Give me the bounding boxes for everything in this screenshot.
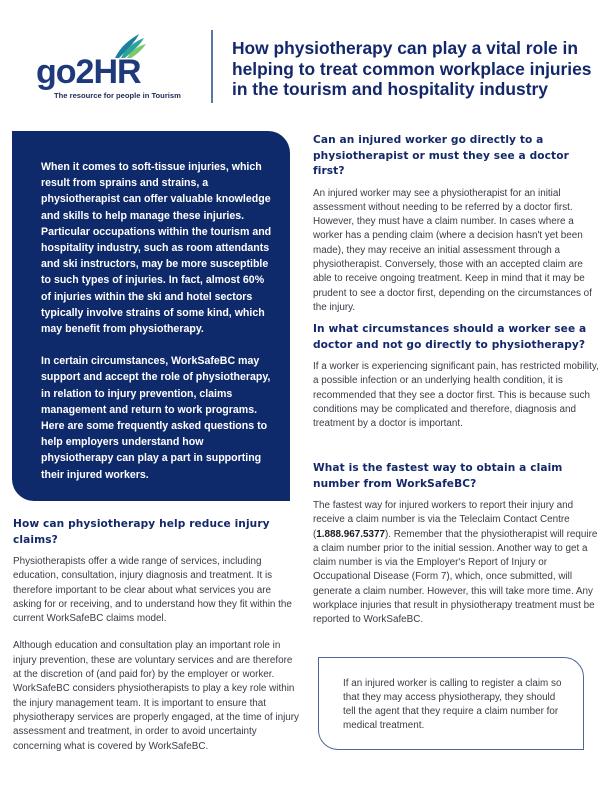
faq-see-doctor xyxy=(313,322,603,444)
intro-paragraph: When it comes to soft-tissue injuries, which result from sprains and strains, a physiotherapist can offer valuable knowledge and skills to help manage these injuries. Particular occupations within the tourism and hospitality industry, such as room attendants and ski instructors, may be more susceptible to such types of injuries. In fact, almost 60% of injuries within the ski and hotel sectors typically involve strains of some kind, which may benefit from physiotherapy. xyxy=(41,161,272,336)
faq-answer: Although education and consultation play an important role in injury prevention, these are voluntary services and are therefore at the discretion of (and paid for) by the employer or worker. WorkSafeBC considers physiotherapists to play a key role within the injury management team. It is important to ensure that physiotherapy services are properly engaged, at the time of injury assessment and treatment, in order to avoid uncertainty concerning what is covered by WorkSafeBC. xyxy=(13,640,299,752)
faq-direct-to-physio xyxy=(313,133,603,328)
header-divider xyxy=(211,30,213,103)
faq-answer: Physiotherapists offer a wide range of services, including education, consultation, injury diagnosis and treatment. It is therefore important to be clear about what services you are asking for or receiving, and to understand how they fit within the current WorkSafeBC claims model. xyxy=(13,556,292,625)
teleclaim-phone-number[interactable]: 1.888.967.5377 xyxy=(316,528,385,540)
faq-question: In what circumstances should a worker see a doctor and not go directly to physiotherapy? xyxy=(313,323,587,351)
page-title: How physiotherapy can play a vital role in helping to treat common workplace injuries in the tourism and hospitality industry xyxy=(232,38,592,99)
callout-box xyxy=(318,657,584,750)
faq-question: What is the fastest way to obtain a claim number from WorkSafeBC? xyxy=(313,462,563,490)
faq-claim-number xyxy=(313,461,603,641)
logo-tagline: The resource for people in Tourism xyxy=(54,91,181,100)
callout-text: If an injured worker is calling to register a claim so that they may access physiotherapy, they should tell the agent that they require a claim number for medical treatment. xyxy=(343,678,562,731)
faq-question: Can an injured worker go directly to a physiotherapist or must they see a doctor first? xyxy=(313,134,569,177)
faq-question: How can physiotherapy help reduce injury claims? xyxy=(13,518,270,546)
go2hr-logo xyxy=(36,30,196,100)
logo-wordmark: go2HR xyxy=(36,53,141,91)
faq-reduce-claims xyxy=(13,517,301,767)
answer-text: ). Remember that the physiotherapist will require a claim number prior to the initial session. Another way to get a claim number is via the Employer's Report of Injury or Occupational Disease (Form 7), which, once submitted, will generate a claim number. However, this will take more time. Any workplace injuries that result in physiotherapy treatment must be reported to WorkSafeBC. xyxy=(313,528,598,626)
faq-answer xyxy=(313,499,603,628)
answer-text: The fastest way for injured workers to report their injury and receive a claim number is via the Teleclaim Contact Centre ( xyxy=(313,500,574,540)
intro-box xyxy=(12,131,290,501)
faq-answer: An injured worker may see a physiotherapist for an initial assessment without needing to be referred by a doctor first. However, they must have a claim number. In cases where a worker has a pending claim (where a decision hasn't yet been made), they may receive an initial assessment through a physiotherapist. Conversely, those with an accepted claim are able to receive ongoing treatment. Keep in mind that it may be prudent to see a doctor first, depending on the circumstances of the injury. xyxy=(313,187,592,313)
intro-paragraph: In certain circumstances, WorkSafeBC may support and accept the role of physiotherapy, in relation to injury prevention, claims management and return to work programs. Here are some frequently asked questions to help employers understand how physiotherapy can play a part in supporting their injured workers. xyxy=(41,355,271,481)
faq-answer: If a worker is experiencing significant pain, has restricted mobility, a possible infection or an underlying health condition, it is recommended that they see a doctor first. This is because such conditions may be complicated and therefore, diagnosis and treatment by a doctor is important. xyxy=(313,361,599,430)
